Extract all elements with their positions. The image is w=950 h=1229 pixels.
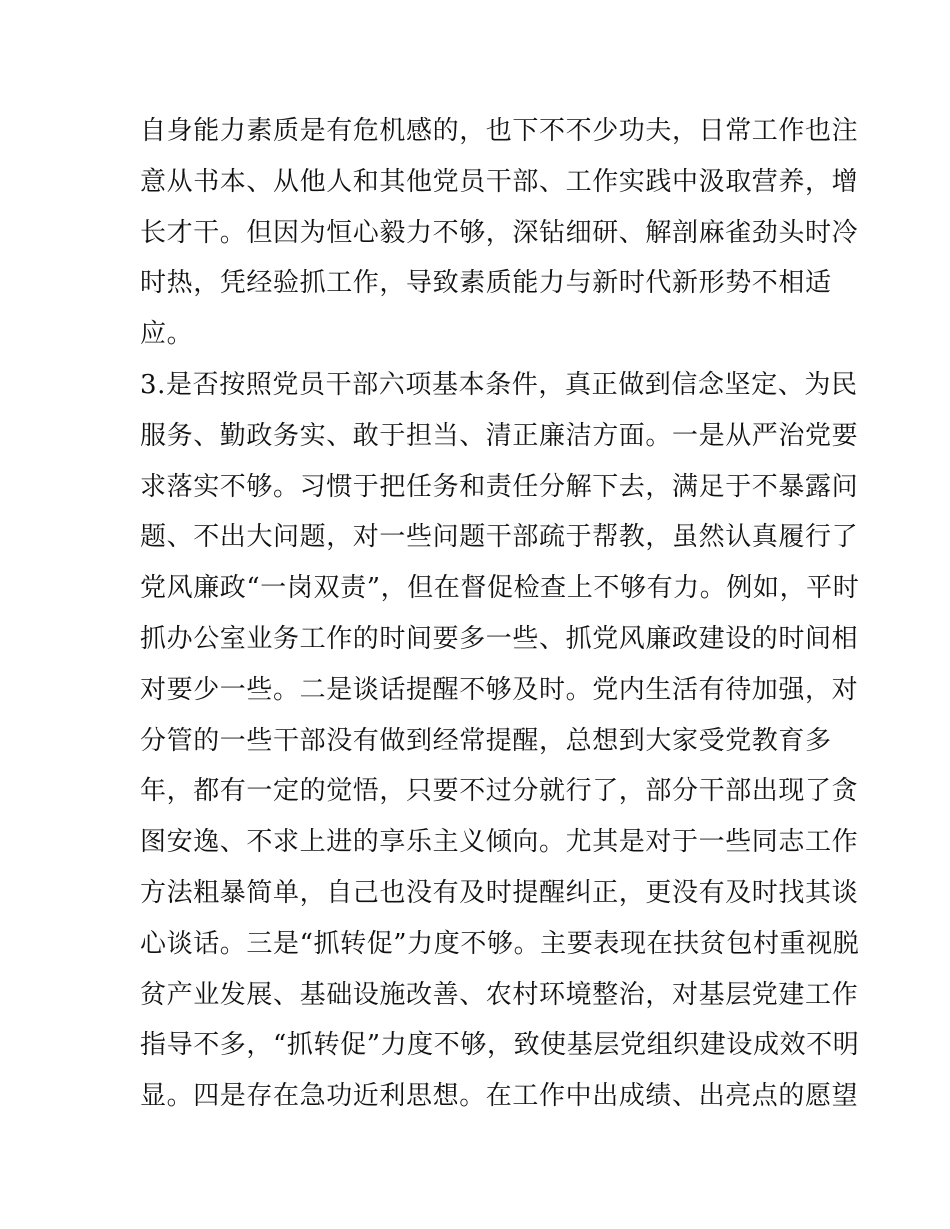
text-line: 贫产业发展、基础设施改善、农村环境整治，对基层党建工作 (140, 979, 859, 1010)
text-line: 心谈话。三是“抓转促”力度不够。主要表现在扶贫包村重视脱 (140, 928, 860, 959)
text-line: 图安逸、不求上进的享乐主义倾向。尤其是对于一些同志工作 (140, 827, 859, 858)
text-line: 题、不出大问题，对一些问题干部疏于帮教，虽然认真履行了 (140, 522, 859, 553)
text-line: 应。 (140, 319, 194, 350)
text-line: 显。四是存在急功近利思想。在工作中出成绩、出亮点的愿望 (140, 1081, 859, 1112)
body-text (140, 106, 860, 1122)
text-line: 抓办公室业务工作的时间要多一些、抓党风廉政建设的时间相 (140, 623, 859, 654)
text-line: 时热，凭经验抓工作，导致素质能力与新时代新形势不相适 (140, 268, 832, 299)
text-line: 自身能力素质是有危机感的，也下不不少功夫，日常工作也注 (140, 116, 859, 146)
text-line: 对要少一些。二是谈话提醒不够及时。党内生活有待加强，对 (140, 674, 859, 705)
text-line: 意从书本、从他人和其他党员干部、工作实践中汲取营养，增 (140, 166, 859, 197)
text-line: 长才干。但因为恒心毅力不够，深钻细研、解剖麻雀劲头时冷 (140, 217, 859, 248)
text-line: 服务、勤政务实、敢于担当、清正廉洁方面。一是从严治党要 (140, 420, 859, 451)
text-line: 党风廉政“一岗双责”，但在督促检查上不够有力。例如，平时 (140, 573, 860, 604)
text-line: 求落实不够。习惯于把任务和责任分解下去，满足于不暴露问 (140, 471, 859, 502)
section-heading-line: 3.是否按照党员干部六项基本条件，真正做到信念坚定、为民 (140, 369, 858, 400)
text-line: 方法粗暴简单，自己也没有及时提醒纠正，更没有及时找其谈 (140, 877, 859, 908)
text-line: 分管的一些干部没有做到经常提醒，总想到大家受党教育多 (140, 725, 832, 756)
text-line: 年，都有一定的觉悟，只要不过分就行了，部分干部出现了贪 (140, 776, 859, 807)
text-line: 指导不多，“抓转促”力度不够，致使基层党组织建设成效不明 (140, 1030, 860, 1061)
